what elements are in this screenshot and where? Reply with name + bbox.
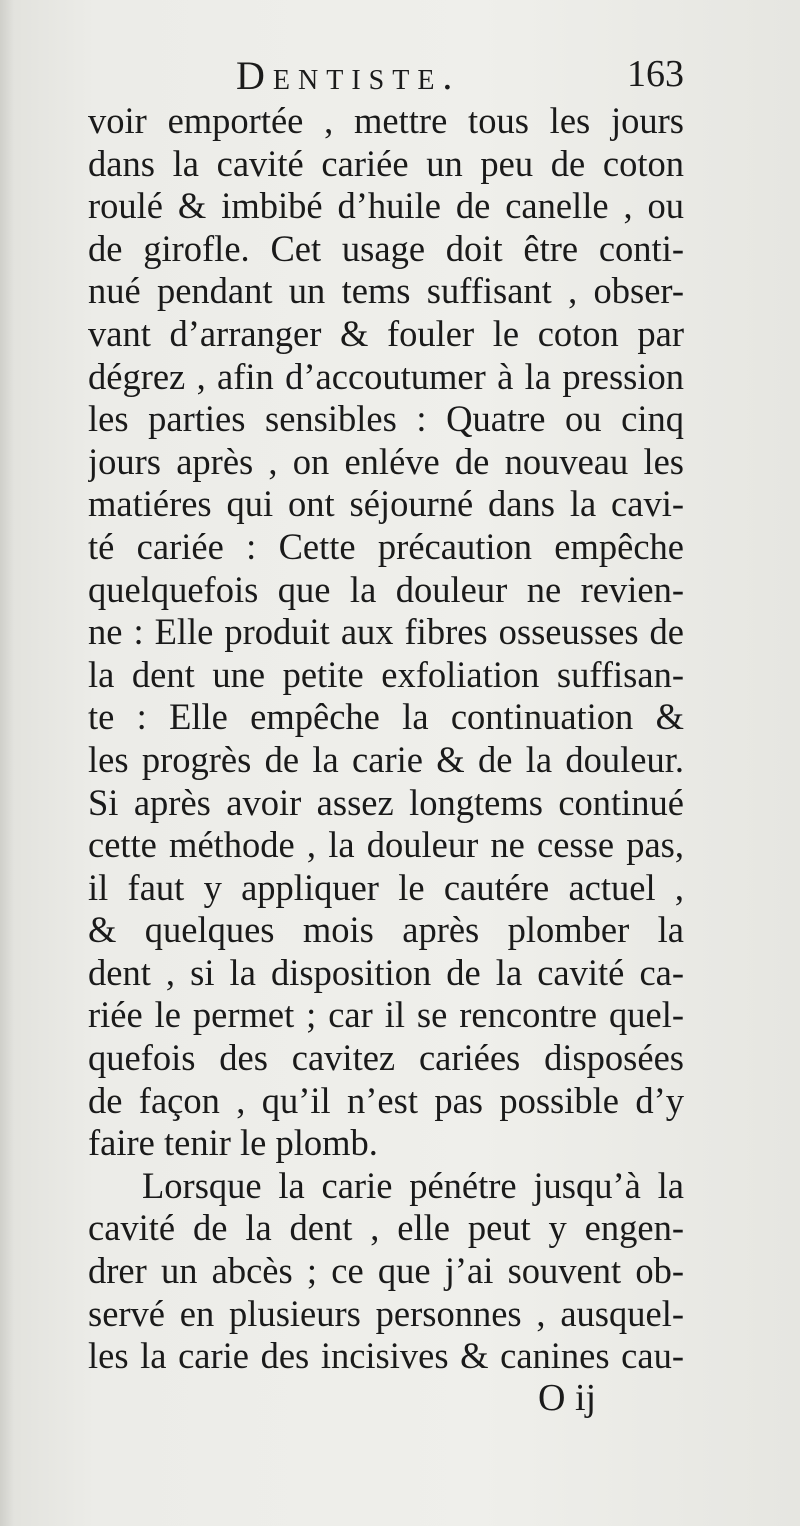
- text-line: nué pendant un tems suffisant , obser-: [88, 270, 684, 312]
- text-line: servé en plusieurs personnes , ausquel-: [88, 1292, 684, 1334]
- running-head: Dentiste.: [236, 53, 461, 98]
- text-line: dégrez , afin d’accoutumer à la pression: [88, 355, 684, 397]
- text-line: vant d’arranger & fouler le coton par: [88, 312, 684, 354]
- text-line: voir emportée , mettre tous les jours: [88, 100, 684, 141]
- text-line: il faut y appliquer le cautére actuel ,: [88, 866, 684, 908]
- text-line: roulé & imbibé d’huile de canelle , ou: [88, 185, 684, 227]
- text-line: té cariée : Cette précaution empêche: [88, 525, 684, 567]
- page-number: 163: [627, 53, 684, 95]
- text-line: jours après , on enléve de nouveau les: [88, 440, 684, 482]
- text-line: de girofle. Cet usage doit être conti-: [88, 227, 684, 269]
- text-line: Si après avoir assez longtems continué: [88, 781, 684, 823]
- page-header: [236, 52, 684, 100]
- text-line: cavité de la dent , elle peut y engen-: [88, 1207, 684, 1249]
- text-line: de façon , qu’il n’est pas possible d’y: [88, 1079, 684, 1121]
- body-text: [88, 100, 684, 1378]
- text-line: & quelques mois après plomber la: [88, 909, 684, 951]
- text-line: te : Elle empêche la continuation &: [88, 696, 684, 738]
- page-gutter-shadow: [0, 0, 14, 1526]
- text-line: les parties sensibles : Quatre ou cinq: [88, 398, 684, 440]
- text-line: faire tenir le plomb.: [88, 1122, 378, 1164]
- paragraph-first-line: Lorsque la carie pénétre jusqu’à la: [142, 1164, 684, 1206]
- text-line: les la carie des incisives & canines cau-: [88, 1335, 684, 1377]
- text-line: quelquefois que la douleur ne revien-: [88, 568, 684, 610]
- text-line: ne : Elle produit aux fibres osseusses de: [88, 611, 684, 653]
- text-line: les progrès de la carie & de la douleur.: [88, 738, 684, 780]
- text-line: dent , si la disposition de la cavité ca-: [88, 951, 684, 993]
- text-line: la dent une petite exfoliation suffisan-: [88, 653, 684, 695]
- text-line: drer un abcès ; ce que j’ai souvent ob-: [88, 1250, 684, 1292]
- text-line: dans la cavité cariée un peu de coton: [88, 142, 684, 184]
- text-line: riée le permet ; car il se rencontre quel-: [88, 994, 684, 1036]
- text-line: matiéres qui ont séjourné dans la cavi-: [88, 483, 684, 525]
- text-line: cette méthode , la douleur ne cesse pas,: [88, 824, 684, 866]
- signature-mark: O ij: [538, 1377, 597, 1419]
- text-line: quefois des cavitez cariées disposées: [88, 1037, 684, 1079]
